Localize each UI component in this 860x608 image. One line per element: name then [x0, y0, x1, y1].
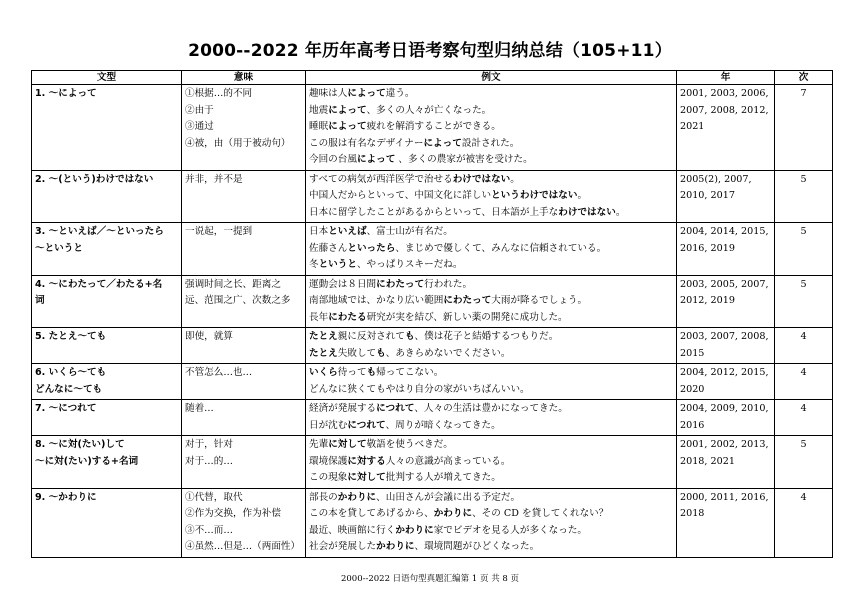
pattern-cell [32, 275, 182, 328]
example-text: 、僕は花子と結婚するつもりだ。 [414, 331, 559, 342]
count-cell: 5 [775, 170, 833, 223]
year-text: 2001, 2003, 2006, [680, 88, 769, 99]
meaning-text: 对于，针对 [185, 439, 233, 450]
grammar-keyword: かわりに [376, 541, 415, 552]
grammar-keyword: というわけではない [491, 190, 578, 201]
example-text: 。 [510, 173, 520, 185]
example-sentence [309, 523, 673, 540]
meaning-cell [182, 400, 306, 436]
year-text: 2004, 2014, 2015, [680, 226, 769, 237]
grammar-keyword: といったら [347, 242, 396, 254]
meaning-cell [182, 275, 306, 328]
pattern-cell [32, 328, 182, 364]
year-text: 2018 [680, 508, 705, 519]
example-text: 失敗して [337, 347, 377, 359]
example-text: 、山田さんが会議に出る予定だ。 [376, 491, 521, 503]
example-text: 社会が発展した [309, 541, 377, 552]
meaning-text: ③通过 [185, 121, 214, 132]
example-cell [306, 488, 677, 557]
pattern-cell [32, 170, 182, 223]
grammar-keyword: わけではない [558, 206, 616, 218]
grammar-keyword: によって [423, 137, 462, 149]
grammar-table [31, 70, 833, 558]
year-cell [677, 400, 775, 436]
example-text: 部長の [309, 491, 338, 503]
count-cell: 5 [775, 223, 833, 276]
pattern-cell [32, 364, 182, 400]
example-text: 南部地域では、かなり広い範囲 [309, 295, 444, 306]
example-text: 、富士山が有名だ。 [366, 226, 453, 237]
example-text: 佐藤さん [309, 242, 348, 254]
pattern-text: ～に対(たい)する+名词 [35, 455, 139, 467]
year-text: 2018, 2021 [680, 455, 735, 467]
grammar-keyword: わけではない [452, 173, 511, 185]
pattern-text: 3. ～といえば／～といったら [35, 226, 164, 237]
year-text: 2004, 2009, 2010, [680, 403, 769, 414]
grammar-keyword: につれて [347, 419, 386, 431]
example-text: 中国人だからといって、中国文化に詳しい [309, 190, 492, 201]
meaning-text: ④虽然…但是…（两面性） [185, 541, 301, 552]
example-sentence [309, 470, 673, 487]
table-row [32, 488, 833, 557]
example-text: 冬 [309, 259, 319, 270]
pattern-text: 1. ～によって [35, 88, 97, 99]
example-text: 家でビデオを見る人が多くなった。 [433, 524, 588, 536]
example-text: 先輩 [309, 439, 329, 450]
year-cell [677, 275, 775, 328]
example-cell [306, 223, 677, 276]
example-cell [306, 275, 677, 328]
year-cell [677, 436, 775, 489]
example-text: 、環境問題がひどくなった。 [414, 541, 540, 552]
example-sentence [309, 277, 673, 294]
example-sentence [309, 293, 673, 310]
example-text: どんなに狭くてもやはり自分の家がいちばんいい。 [309, 383, 530, 395]
example-text: 、周りが暗くなってきた。 [385, 419, 501, 431]
example-text: この本を貸してあげるから、 [309, 508, 434, 519]
grammar-keyword: たとえ [309, 331, 338, 342]
table-body [32, 85, 833, 558]
grammar-keyword: かわりに [337, 491, 377, 503]
grammar-keyword: にわたる [328, 311, 367, 323]
example-text: 。 [615, 206, 626, 218]
meaning-cell [182, 436, 306, 489]
year-text: 2007, 2008, 2012, [680, 104, 769, 116]
example-text: 批判する人が増えてきた。 [385, 472, 501, 483]
table-row [32, 85, 833, 171]
grammar-keyword: かわりに [395, 524, 434, 536]
year-cell [677, 364, 775, 400]
example-sentence [309, 418, 673, 435]
meaning-text: ②作为交换，作为补偿 [185, 508, 281, 519]
meaning-text: 对于…的… [185, 455, 233, 467]
example-text: 、やっぱりスキーだね。 [356, 259, 463, 270]
meaning-text: ①代替，取代 [185, 491, 243, 503]
example-text: 設計された。 [461, 137, 520, 149]
meaning-text: ①根据…的不同 [185, 88, 253, 99]
grammar-keyword: によって [328, 121, 367, 132]
example-cell [306, 436, 677, 489]
count-cell: 5 [775, 436, 833, 489]
header-year: 年 [677, 71, 775, 85]
pattern-cell [32, 400, 182, 436]
example-text: すべての病気が西洋医学で治せる [309, 173, 453, 185]
table-header-row [32, 71, 833, 85]
meaning-cell [182, 488, 306, 557]
grammar-keyword: たとえ [309, 347, 338, 359]
grammar-keyword: によって [347, 88, 386, 99]
meaning-cell [182, 328, 306, 364]
year-text: 2016, 2019 [680, 242, 735, 254]
pattern-text: 5. たとえ～ても [35, 331, 107, 342]
count-cell: 4 [775, 488, 833, 557]
example-text: 長年 [309, 311, 329, 323]
example-text: 違う。 [385, 88, 415, 99]
example-sentence [309, 103, 673, 120]
example-text: 日本に留学したことがあるからといって、日本語が上手な [309, 206, 559, 218]
year-text: 2005(2), 2007, [680, 173, 752, 185]
header-meaning: 意味 [182, 71, 306, 85]
example-text: 今回の台風 [309, 154, 357, 165]
example-sentence [309, 506, 673, 523]
meaning-text: ④被，由（用于被动句） [185, 137, 291, 149]
year-text: 2021 [680, 121, 705, 132]
page-title: 2000--2022 年历年高考日语考察句型归纳总结（105+11） [188, 41, 672, 61]
example-sentence [309, 539, 673, 556]
header-count: 次 [775, 71, 833, 85]
grammar-keyword: に対して [328, 439, 367, 450]
example-cell [306, 364, 677, 400]
example-sentence [309, 205, 673, 222]
example-sentence [309, 490, 673, 507]
example-text: 。 [577, 190, 588, 201]
grammar-keyword: につれて [376, 403, 415, 414]
pattern-cell [32, 436, 182, 489]
example-cell [306, 85, 677, 171]
pattern-text: どんなに～ても [35, 383, 103, 395]
grammar-keyword: も [366, 367, 377, 378]
grammar-keyword: いくら [309, 367, 338, 378]
example-sentence [309, 365, 673, 382]
grammar-keyword: にわたって [443, 295, 492, 306]
year-text: 2001, 2002, 2013, [680, 439, 769, 450]
table-row [32, 328, 833, 364]
example-text: 、あきらめないでください。 [385, 347, 511, 359]
grammar-keyword: によって [328, 104, 367, 116]
year-cell [677, 170, 775, 223]
table-row [32, 400, 833, 436]
example-sentence [309, 454, 673, 471]
table-row [32, 223, 833, 276]
example-text: 帰ってこない。 [376, 367, 444, 378]
year-text: 2020 [680, 383, 705, 395]
meaning-cell [182, 170, 306, 223]
grammar-keyword: といえば [328, 226, 367, 237]
grammar-keyword: にわたって [376, 278, 425, 290]
grammar-keyword: に対する [347, 455, 386, 467]
page-footer: 2000--2022 日语句型真题汇编第 1 页 共 8 页 [340, 574, 520, 584]
example-sentence [309, 241, 673, 258]
example-text: 親に反対されて [337, 331, 405, 342]
example-sentence [309, 257, 673, 274]
table-row [32, 364, 833, 400]
meaning-cell [182, 85, 306, 171]
example-sentence [309, 382, 673, 399]
count-cell: 5 [775, 275, 833, 328]
pattern-text: 词 [35, 295, 45, 306]
year-text: 2003, 2005, 2007, [680, 278, 769, 290]
example-text: 、多くの農家が被害を受けた。 [395, 154, 533, 165]
example-text: 最近、映画館に行く [309, 524, 396, 536]
year-text: 2012, 2019 [680, 295, 735, 306]
example-text: 大雨が降るでしょう。 [491, 295, 588, 306]
example-sentence [309, 172, 673, 189]
example-text: 趣味は人 [309, 88, 348, 99]
pattern-cell [32, 223, 182, 276]
meaning-text: ②由于 [185, 104, 214, 116]
example-sentence [309, 119, 673, 136]
meaning-text: 一说起，一提到 [185, 226, 253, 237]
grammar-keyword: も [404, 331, 415, 342]
example-cell [306, 170, 677, 223]
example-text: 睡眠 [309, 121, 329, 132]
table-row [32, 275, 833, 328]
grammar-keyword: によって [356, 154, 396, 165]
example-text: 地震 [309, 104, 329, 116]
example-sentence [309, 86, 673, 103]
pattern-text: 7. ～につれて [35, 403, 97, 414]
pattern-cell [32, 85, 182, 171]
count-cell: 4 [775, 364, 833, 400]
example-text: 運動会は８日間 [309, 278, 377, 290]
example-sentence [309, 152, 673, 169]
example-sentence [309, 437, 673, 454]
year-text: 2004, 2012, 2015, [680, 367, 769, 378]
example-text: 待って [337, 367, 367, 378]
year-text: 2010, 2017 [680, 190, 735, 201]
header-example: 例文 [306, 71, 677, 85]
count-cell: 7 [775, 85, 833, 171]
year-text: 2000, 2011, 2016, [680, 491, 769, 503]
meaning-text: 远、范围之广、次数之多 [185, 295, 291, 306]
table-row [32, 170, 833, 223]
example-sentence [309, 401, 673, 418]
year-cell [677, 85, 775, 171]
grammar-keyword: も [376, 347, 386, 359]
example-text: 経済が発展する [309, 403, 377, 414]
count-cell: 4 [775, 400, 833, 436]
meaning-cell [182, 223, 306, 276]
example-text: 、その CD を貸してくれない？ [472, 508, 609, 519]
year-cell [677, 223, 775, 276]
example-text: 日本 [309, 226, 329, 237]
example-text: 人々の意識が高まっている。 [385, 455, 511, 467]
example-text: 日が沈む [309, 419, 348, 431]
example-text: 行われた。 [424, 278, 473, 290]
example-text: この現象 [309, 472, 348, 483]
example-cell [306, 400, 677, 436]
meaning-text: 不管怎么…也… [185, 367, 253, 378]
year-text: 2003, 2007, 2008, [680, 331, 769, 342]
grammar-keyword: に対して [347, 472, 386, 483]
pattern-text: ～というと [35, 242, 83, 254]
example-text: この服は有名なデザイナー [309, 137, 424, 149]
pattern-text: 8. ～に対(たい)して [35, 439, 125, 450]
example-text: 研究が実を結び、新しい薬の開発に成功した。 [366, 311, 568, 323]
year-text: 2015 [680, 347, 705, 359]
meaning-text: 强调时间之长、距离之 [185, 278, 281, 290]
meaning-cell [182, 364, 306, 400]
grammar-keyword: というと [318, 259, 357, 270]
pattern-text: 9. ～かわりに [35, 491, 97, 503]
example-text: 敬語を使うべきだ。 [366, 439, 453, 450]
meaning-text: 并非，并不是 [185, 173, 243, 185]
example-sentence [309, 346, 673, 363]
example-text: 、まじめで優しくて、みんなに信頼されている。 [395, 242, 607, 254]
pattern-text: 2. ～(という)わけではない [35, 173, 154, 185]
example-text: 環境保護 [309, 455, 348, 467]
pattern-cell [32, 488, 182, 557]
year-text: 2016 [680, 419, 705, 431]
pattern-text: 6. いくら～ても [35, 367, 107, 378]
example-sentence [309, 224, 673, 241]
year-cell [677, 488, 775, 557]
example-text: 、多くの人々が亡くなった。 [366, 104, 492, 116]
grammar-keyword: かわりに [433, 508, 473, 519]
meaning-text: 即使，就算 [185, 331, 233, 342]
count-cell: 4 [775, 328, 833, 364]
meaning-text: ③不…而… [185, 524, 233, 536]
year-cell [677, 328, 775, 364]
example-text: 疲れを解消することができる。 [366, 121, 501, 132]
example-sentence [309, 310, 673, 327]
example-cell [306, 328, 677, 364]
meaning-text: 随着… [185, 403, 214, 414]
pattern-text: 4. ～にわたって／わたる+名 [35, 278, 163, 290]
example-sentence [309, 188, 673, 205]
example-sentence [309, 136, 673, 153]
example-sentence [309, 329, 673, 346]
table-row [32, 436, 833, 489]
header-pattern: 文型 [32, 71, 182, 85]
example-text: 、人々の生活は豊かになってきた。 [414, 403, 568, 414]
